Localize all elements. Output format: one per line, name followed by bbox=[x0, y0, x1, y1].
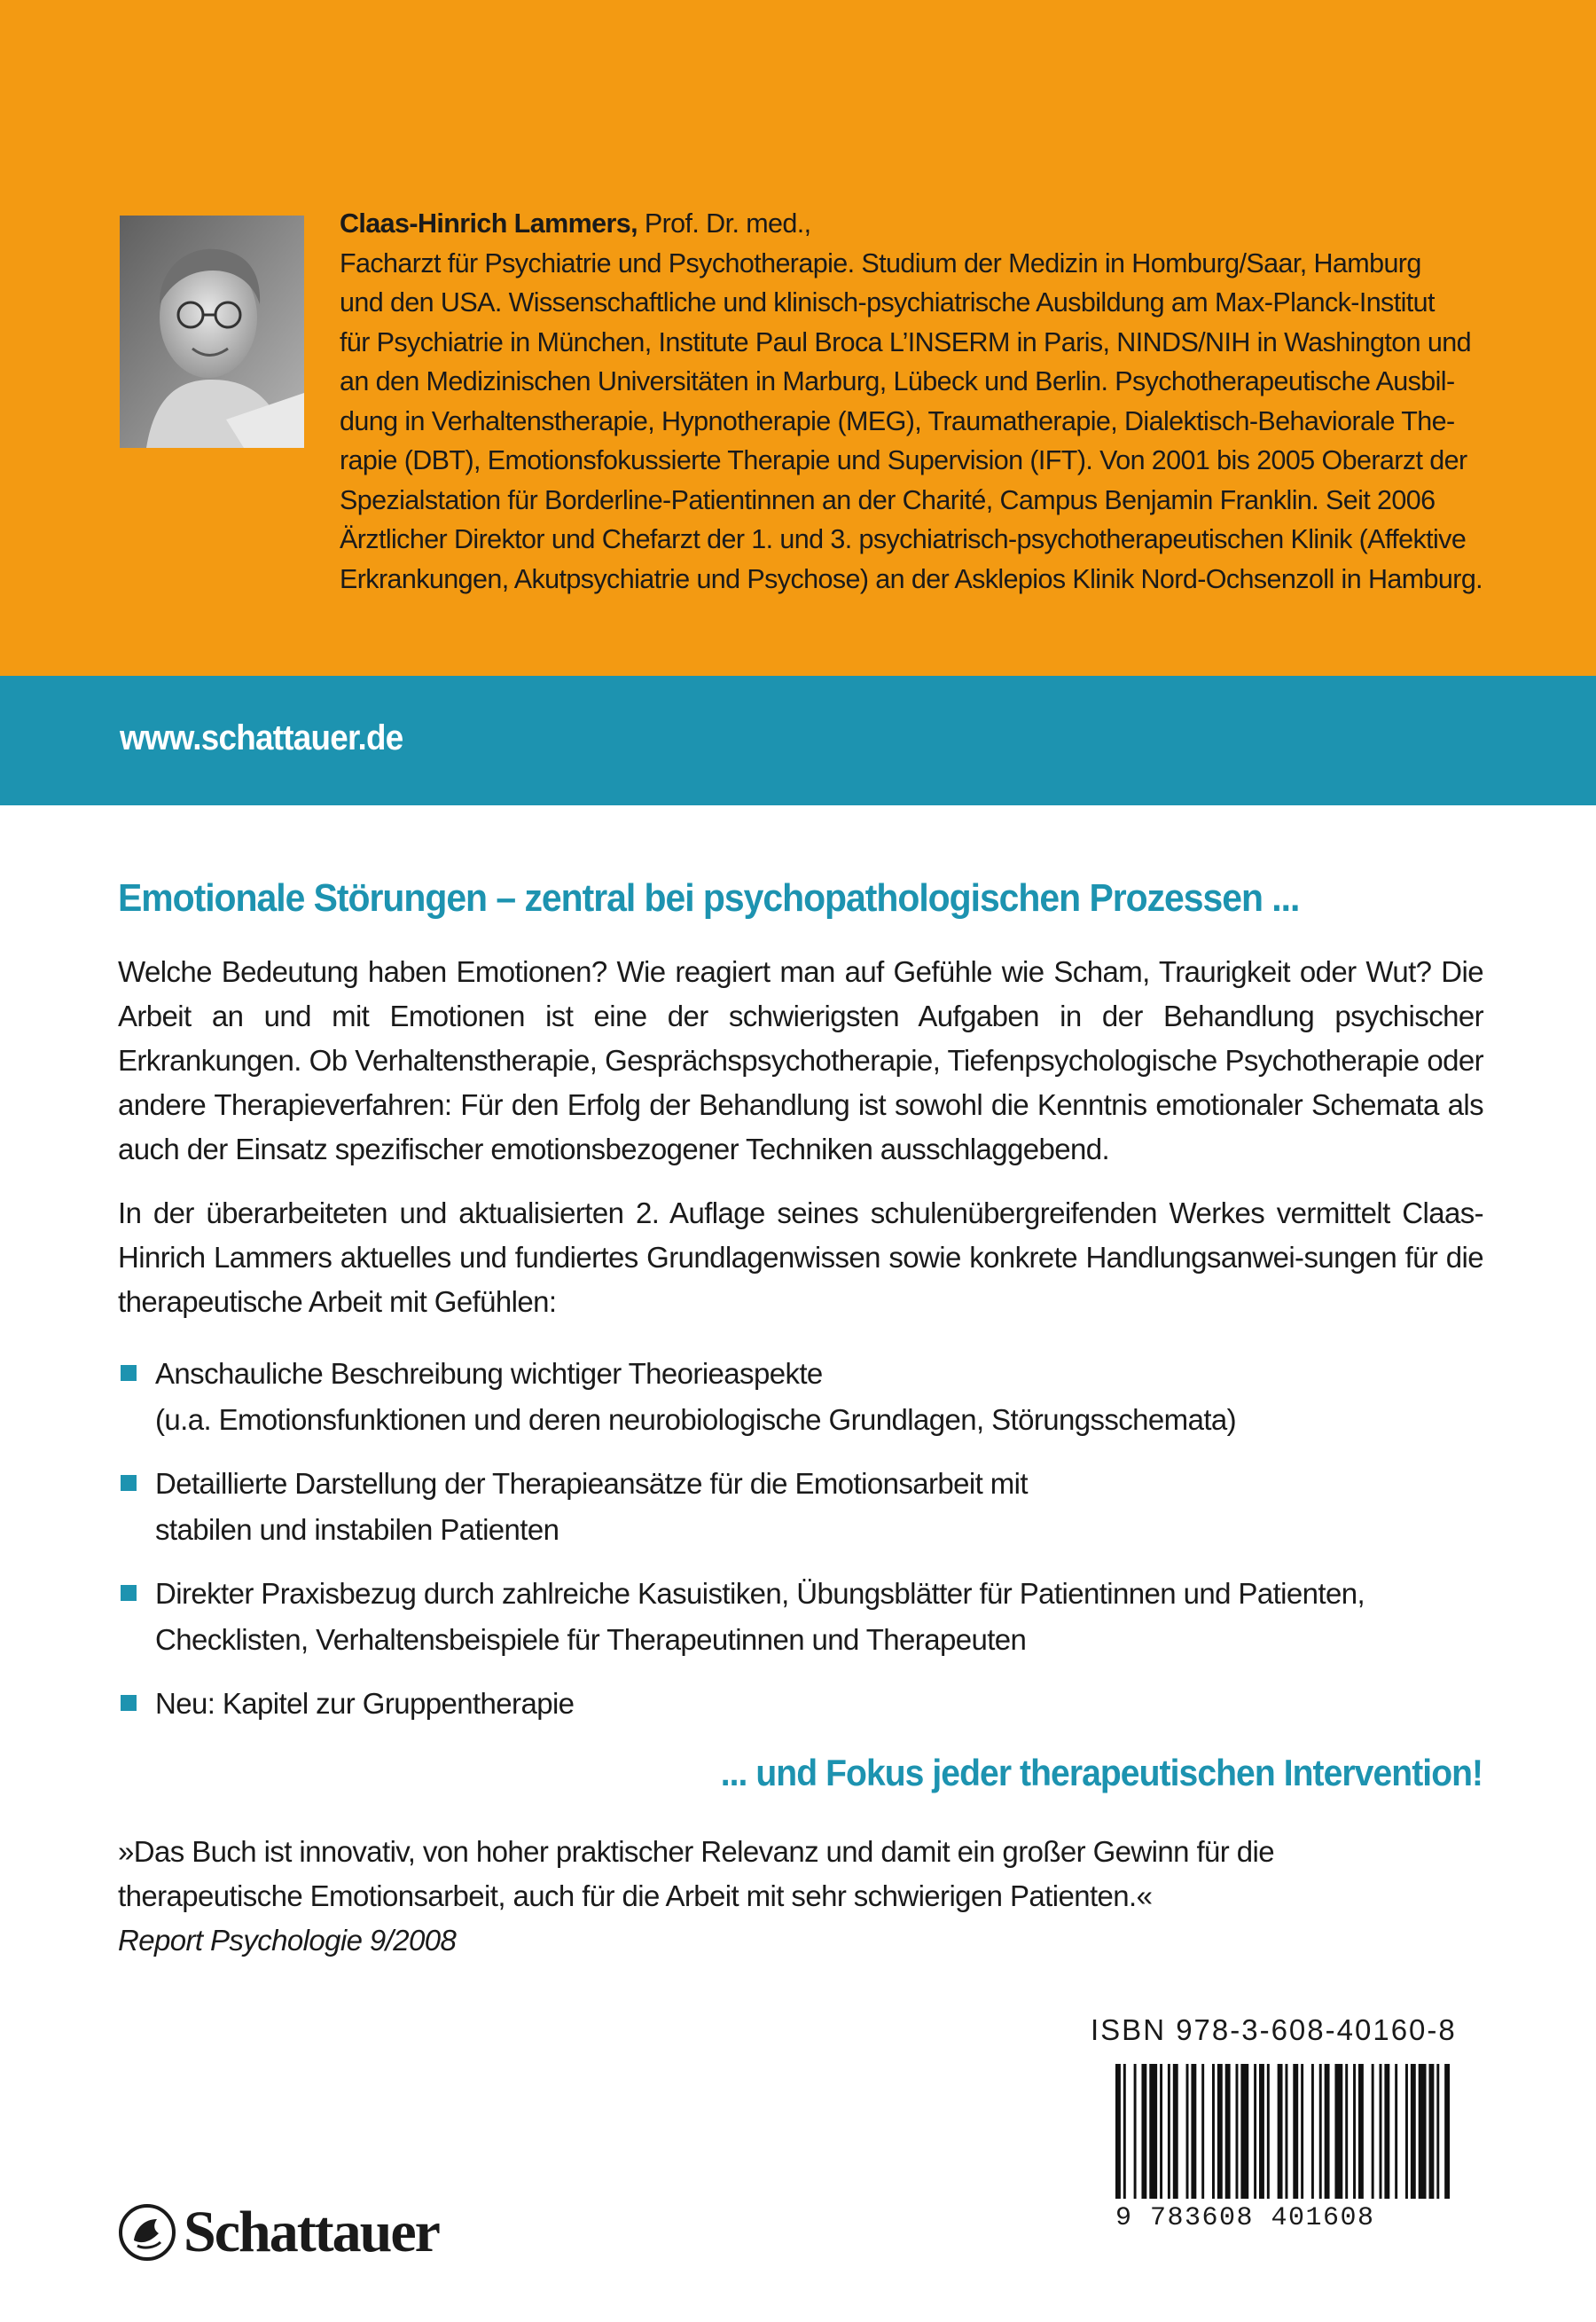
author-photo bbox=[120, 216, 304, 448]
author-line-9: Erkrankungen, Akutpsychiatrie und Psychose) an der Asklepios Klinik Nord-Ochsenzoll in Hamburg. bbox=[340, 563, 1483, 594]
author-name: Claas-Hinrich Lammers, bbox=[340, 208, 638, 239]
bullet-square-icon bbox=[121, 1475, 137, 1491]
barcode-number: 9 783608 401608 bbox=[1115, 2203, 1375, 2233]
author-line-4: an den Medizinischen Universitäten in Marburg, Lübeck und Berlin. Psychotherapeutische Ausbil- bbox=[340, 366, 1455, 396]
author-line-7: Spezialstation für Borderline-Patientinnen an der Charité, Campus Benjamin Franklin. Seit 2006 bbox=[340, 484, 1436, 515]
publisher-name: Schattauer bbox=[184, 2200, 439, 2264]
list-item-line: Checklisten, Verhaltensbeispiele für Therapeutinnen und Therapeuten bbox=[155, 1623, 1027, 1656]
author-bio bbox=[340, 204, 1492, 599]
paragraph-2: In der überarbeiteten und aktualisierten 2. Auflage seines schulenübergreifenden Werkes vermittelt Claas-Hinrich Lammers aktuelles und fundiertes Grundlagenwissen sowie konkrete Handlungsanwei-sungen für die therapeutische Arbeit mit Gefühlen: bbox=[118, 1196, 1483, 1318]
list-item-line: Neu: Kapitel zur Gruppentherapie bbox=[155, 1687, 575, 1720]
author-line-8: Ärztlicher Direktor und Chefarzt der 1. und 3. psychiatrisch-psychotherapeutischen Klinik (Affektive bbox=[340, 524, 1467, 554]
tagline: ... und Fokus jeder therapeutischen Intervention! bbox=[720, 1752, 1483, 1793]
author-line-5: dung in Verhaltenstherapie, Hypnotherapie (MEG), Traumatherapie, Dialektisch-Behaviorale The- bbox=[340, 405, 1455, 436]
list-item-line: (u.a. Emotionsfunktionen und deren neurobiologische Grundlagen, Störungsschemata) bbox=[155, 1403, 1237, 1436]
author-line-0 bbox=[340, 204, 1492, 244]
barcode bbox=[1115, 2064, 1452, 2199]
bullet-square-icon bbox=[121, 1695, 137, 1711]
list-item bbox=[118, 1681, 1483, 1727]
paragraph-1: Welche Bedeutung haben Emotionen? Wie reagiert man auf Gefühle wie Scham, Traurigkeit oder Wut? Die Arbeit an und mit Emotionen ist eine der schwierigsten Aufgaben in der Behandlung psychischer Erkrankungen. Ob Verhaltenstherapie, Gesprächspsychotherapie, Tiefenpsychologische Psychotherapie oder andere Therapieverfahren: Für den Erfolg der Behandlung ist sowohl die Kenntnis emotionaler Schemata als auch der Einsatz spezifischer emotionsbezogener Techniken ausschlaggebend. bbox=[118, 955, 1483, 1165]
author-line-2: und den USA. Wissenschaftliche und klinisch-psychiatrische Ausbildung am Max-Planck-Institut bbox=[340, 287, 1435, 318]
author-line-3: für Psychiatrie in München, Institute Paul Broca L’INSERM in Paris, NINDS/NIH in Washington und bbox=[340, 326, 1471, 357]
publisher-emblem-icon bbox=[118, 2203, 176, 2262]
author-line-6: rapie (DBT), Emotionsfokussierte Therapie und Supervision (IFT). Von 2001 bis 2005 Oberarzt der bbox=[340, 445, 1467, 475]
author-line-1: Facharzt für Psychiatrie und Psychotherapie. Studium der Medizin in Homburg/Saar, Hamburg bbox=[340, 247, 1421, 278]
list-item bbox=[118, 1351, 1483, 1443]
bullet-square-icon bbox=[121, 1365, 137, 1381]
review-quote bbox=[118, 1830, 1483, 1963]
quote-line: therapeutische Emotionsarbeit, auch für die Arbeit mit sehr schwierigen Patienten.« bbox=[118, 1879, 1153, 1912]
list-item-line: Anschauliche Beschreibung wichtiger Theorieaspekte bbox=[155, 1357, 823, 1390]
list-item bbox=[118, 1571, 1483, 1663]
quote-source: Report Psychologie 9/2008 bbox=[118, 1924, 457, 1957]
author-title: Prof. Dr. med., bbox=[638, 208, 811, 239]
headline: Emotionale Störungen – zentral bei psychopathologischen Prozessen ... bbox=[118, 876, 1300, 920]
list-item-line: stabilen und instabilen Patienten bbox=[155, 1513, 559, 1546]
description-section bbox=[118, 874, 1483, 1745]
feature-list bbox=[118, 1351, 1483, 1727]
list-item-line: Detaillierte Darstellung der Therapieansätze für die Emotionsarbeit mit bbox=[155, 1467, 1028, 1500]
quote-line: »Das Buch ist innovativ, von hoher praktischer Relevanz und damit ein großer Gewinn für die bbox=[118, 1835, 1274, 1868]
bullet-square-icon bbox=[121, 1585, 137, 1601]
list-item bbox=[118, 1461, 1483, 1553]
isbn-label: ISBN 978-3-608-40160-8 bbox=[1091, 2013, 1457, 2046]
list-item-line: Direkter Praxisbezug durch zahlreiche Kasuistiken, Übungsblätter für Patientinnen und Patienten, bbox=[155, 1577, 1365, 1610]
publisher-logo bbox=[118, 2197, 439, 2268]
website-link[interactable]: www.schattauer.de bbox=[120, 718, 403, 757]
author-band bbox=[0, 0, 1596, 676]
